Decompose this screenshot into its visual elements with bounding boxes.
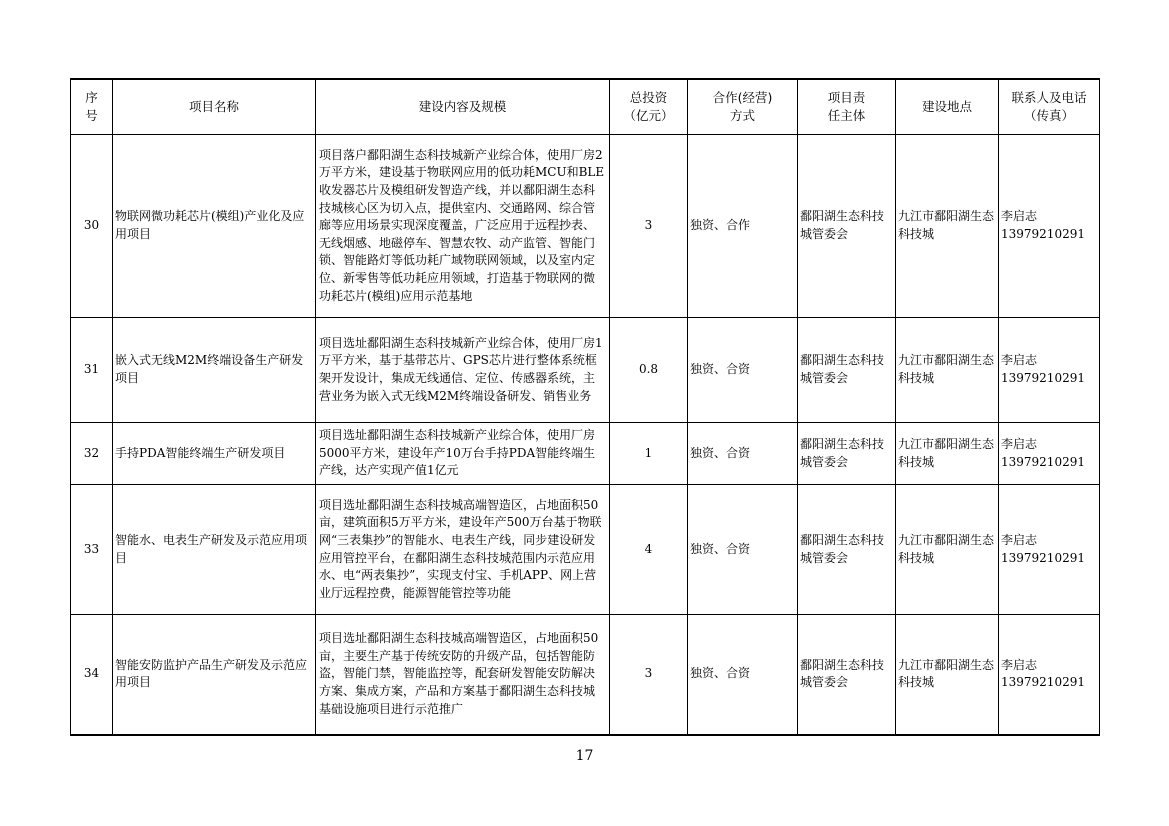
- contact-cell: [999, 615, 1100, 735]
- contact-cell: [999, 318, 1100, 423]
- table-header: [71, 79, 1100, 135]
- row-no: 30: [71, 135, 113, 318]
- contact-phone: 13979210291: [1001, 371, 1085, 385]
- project-scale: 项目落户鄱阳湖生态科技城新产业综合体，使用厂房2万平方米，建设基于物联网应用的低功耗MCU和BLE收发器芯片及模组研发智造产线，并以鄱阳湖生态科技城核心区为切入点，提供室内、交通路网、综合管廊等应用场景实现深度覆盖，广泛应用于远程抄表、无线烟感、地磁停车、智慧农牧、动产监管、智能门锁、智能路灯等低功耗广域物联网领域，以及室内定位、新零售等低功耗应用领域，打造基于物联网的微功耗芯片(模组)应用示范基地: [316, 135, 610, 318]
- contact-person: 李启志: [1001, 436, 1038, 451]
- header-line: 总投资: [629, 90, 668, 106]
- page-number: 17: [575, 748, 594, 764]
- project-scale: 项目选址鄱阳湖生态科技城新产业综合体，使用厂房5000平方米，建设年产10万台手持PDA智能终端生产线，达产实现产值1亿元: [316, 423, 610, 485]
- contact-phone: 13979210291: [1001, 227, 1085, 241]
- cooperation-mode: 独资、合作: [688, 135, 798, 318]
- contact-cell: [999, 135, 1100, 318]
- row-no: 33: [71, 485, 113, 615]
- contact-person: 李启志: [1001, 209, 1038, 224]
- cooperation-mode: 独资、合资: [688, 485, 798, 615]
- table-row: [71, 318, 1100, 423]
- cooperation-mode: 独资、合资: [688, 318, 798, 423]
- table-row: [71, 423, 1100, 485]
- contact-phone: 13979210291: [1001, 550, 1085, 565]
- contact-person: 李启志: [1001, 532, 1038, 547]
- col-header-subject: [798, 79, 896, 135]
- build-location: 九江市鄱阳湖生态科技城: [896, 423, 999, 485]
- responsible-subject: 鄱阳湖生态科技城管委会: [798, 135, 896, 318]
- responsible-subject: 鄱阳湖生态科技城管委会: [798, 423, 896, 485]
- project-investment: 3: [610, 135, 688, 318]
- table-row: [71, 615, 1100, 735]
- project-investment: 0.8: [610, 318, 688, 423]
- header-line: 项目名称: [188, 99, 239, 115]
- header-line: 号: [85, 108, 98, 123]
- row-no: 32: [71, 423, 113, 485]
- project-investment: 4: [610, 485, 688, 615]
- responsible-subject: 鄱阳湖生态科技城管委会: [798, 615, 896, 735]
- project-name: 智能水、电表生产研发及示范应用项目: [113, 485, 316, 615]
- contact-phone: 13979210291: [1001, 454, 1085, 469]
- header-line: 项目责: [827, 90, 866, 106]
- header-line: 方式: [729, 108, 755, 123]
- table-row: [71, 135, 1100, 318]
- project-scale: 项目选址鄱阳湖生态科技城新产业综合体，使用厂房1万平方米，基于基带芯片、GPS芯片进行整体系统框架开发设计，集成无线通信、定位、传感器系统，主营业务为嵌入式无线M2M终端设备研发、销售业务: [316, 318, 610, 423]
- col-header-scale: [316, 79, 610, 135]
- project-scale: 项目选址鄱阳湖生态科技城高端智造区，占地面积50亩，建筑面积5万平方米，建设年产500万台基于物联网“三表集抄”的智能水、电表生产线，同步建设研发应用管控平台，在鄱阳湖生态科技城范围内示范应用水、电“两表集抄”，实现支付宝、手机APP、网上营业厅远程控费，能源智能管控等功能: [316, 485, 610, 615]
- header-line: 合作(经营): [712, 90, 773, 106]
- build-location: 九江市鄱阳湖生态科技城: [896, 485, 999, 615]
- contact-phone: 13979210291: [1001, 675, 1085, 690]
- cooperation-mode: 独资、合资: [688, 615, 798, 735]
- contact-cell: [999, 485, 1100, 615]
- cooperation-mode: 独资、合资: [688, 423, 798, 485]
- contact-cell: [999, 423, 1100, 485]
- build-location: 九江市鄱阳湖生态科技城: [896, 135, 999, 318]
- project-table: [70, 78, 1100, 736]
- table-body: [71, 135, 1100, 735]
- header-line: 任主体: [827, 108, 866, 123]
- project-name: 手持PDA智能终端生产研发项目: [113, 423, 316, 485]
- project-investment: 1: [610, 423, 688, 485]
- project-name: 智能安防监护产品生产研发及示范应用项目: [113, 615, 316, 735]
- project-name: 嵌入式无线M2M终端设备生产研发项目: [113, 318, 316, 423]
- header-line: 序: [85, 90, 98, 106]
- col-header-name: [113, 79, 316, 135]
- col-header-investment: [610, 79, 688, 135]
- row-no: 34: [71, 615, 113, 735]
- build-location: 九江市鄱阳湖生态科技城: [896, 615, 999, 735]
- col-header-contact: [999, 79, 1100, 135]
- responsible-subject: 鄱阳湖生态科技城管委会: [798, 485, 896, 615]
- project-scale: 项目选址鄱阳湖生态科技城高端智造区，占地面积50亩，主要生产基于传统安防的升级产品，包括智能防盗，智能门禁，智能监控等，配套研发智能安防解决方案、集成方案，产品和方案基于鄱阳湖生态科技城基础设施项目进行示范推广: [316, 615, 610, 735]
- header-line: 建设内容及规模: [418, 99, 507, 115]
- header-row: [71, 79, 1100, 135]
- table-row: [71, 485, 1100, 615]
- contact-person: 李启志: [1001, 353, 1038, 368]
- responsible-subject: 鄱阳湖生态科技城管委会: [798, 318, 896, 423]
- row-no: 31: [71, 318, 113, 423]
- project-investment: 3: [610, 615, 688, 735]
- header-line: 联系人及电话: [1011, 90, 1087, 106]
- header-line: （传真）: [1023, 108, 1074, 123]
- col-header-location: [896, 79, 999, 135]
- build-location: 九江市鄱阳湖生态科技城: [896, 318, 999, 423]
- header-line: （亿元）: [623, 108, 674, 123]
- col-header-no: [71, 79, 113, 135]
- col-header-mode: [688, 79, 798, 135]
- contact-person: 李启志: [1001, 657, 1038, 672]
- project-name: 物联网微功耗芯片(模组)产业化及应用项目: [113, 135, 316, 318]
- header-line: 建设地点: [921, 99, 972, 115]
